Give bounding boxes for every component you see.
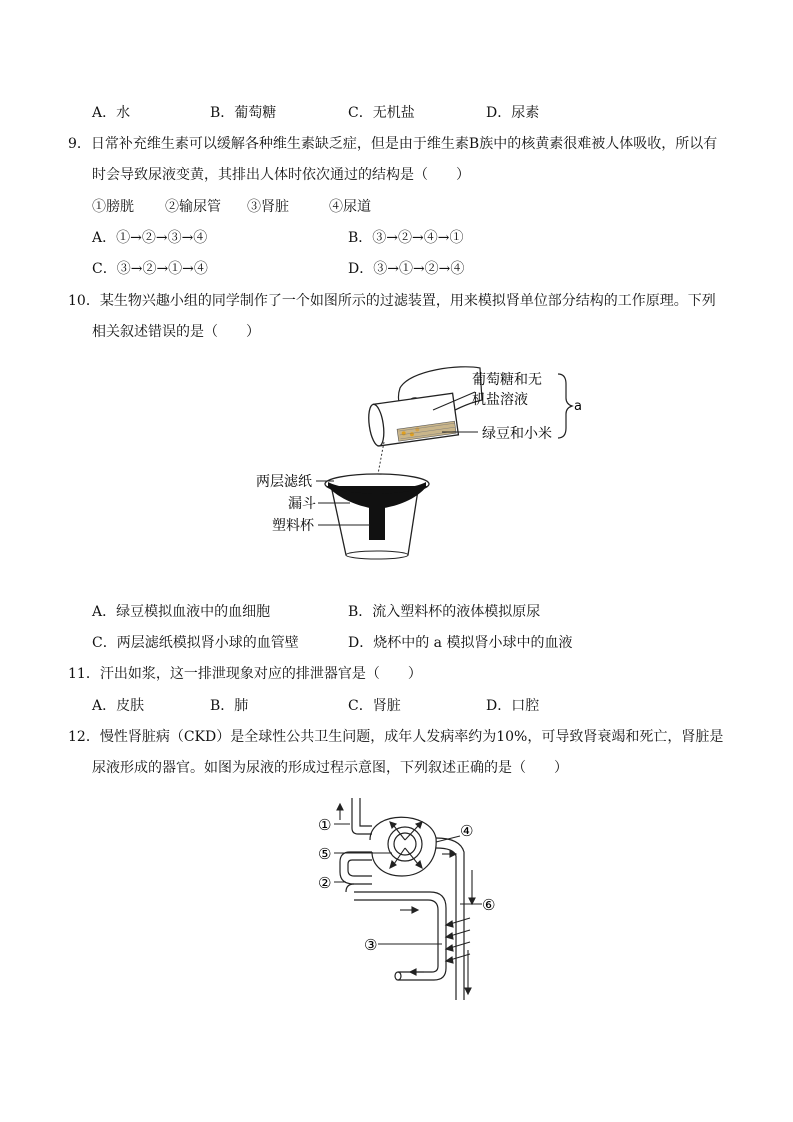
q10-option-b: B．流入塑料杯的液体模拟原尿 — [348, 604, 541, 620]
q9-item-3: ③肾脏 — [247, 199, 289, 215]
nephron-diagram-figure — [310, 790, 510, 1005]
q11-stem: 11．汗出如浆，这一排泄现象对应的排泄器官是（ ） — [68, 666, 422, 682]
q8-option-b: B．葡萄糖 — [210, 105, 277, 121]
q11-option-c: C．肾脏 — [348, 698, 401, 714]
label-3: ③ — [364, 936, 378, 954]
q11-option-a: A．皮肤 — [92, 698, 145, 714]
q11-option-d: D．口腔 — [486, 698, 540, 714]
q10-stem-line2: 相关叙述错误的是（ ） — [92, 324, 260, 340]
label-2: ② — [318, 874, 332, 892]
q10-option-a: A．绿豆模拟血液中的血细胞 — [92, 604, 271, 620]
q10-option-c: C．两层滤纸模拟肾小球的血管壁 — [92, 635, 299, 651]
q8-option-c: C．无机盐 — [348, 105, 415, 121]
q8-option-d: D．尿素 — [486, 105, 540, 121]
label-6: ⑥ — [482, 896, 496, 914]
label-glucose-salt-solution-1: 葡萄糖和无 — [472, 372, 542, 388]
q10-stem-line1: 10．某生物兴趣小组的同学制作了一个如图所示的过滤装置，用来模拟肾单位部分结构的工作原理。下列 — [68, 293, 716, 309]
q9-option-b: B．③→②→④→① — [348, 230, 464, 246]
brace-a — [558, 374, 572, 438]
q9-item-4: ④尿道 — [329, 199, 371, 215]
q9-stem-line2: 时会导致尿液变黄，其排出人体时依次通过的结构是（ ） — [92, 167, 470, 183]
label-5: ⑤ — [318, 845, 332, 863]
label-glucose-salt-solution-2: 机盐溶液 — [472, 392, 528, 408]
q12-stem-line1: 12．慢性肾脏病（CKD）是全球性公共卫生问题，成年人发病率约为10%，可导致肾衰竭和死亡，肾脏是 — [68, 729, 724, 745]
q9-option-d: D．③→①→②→④ — [348, 261, 465, 277]
label-beans-millet: 绿豆和小米 — [482, 426, 552, 442]
label-4: ④ — [460, 822, 474, 840]
q11-option-b: B．肺 — [210, 698, 249, 714]
label-1: ① — [318, 816, 332, 834]
q9-option-a: A．①→②→③→④ — [92, 230, 208, 246]
label-plastic-cup: 塑料杯 — [272, 518, 314, 534]
q9-stem-line1: 9．日常补充维生素可以缓解各种维生素缺乏症，但是由于维生素B族中的核黄素很难被人体吸收，所以有 — [68, 136, 718, 152]
funnel-cup-illustration — [325, 474, 429, 559]
q8-option-a: A．水 — [92, 105, 131, 121]
filter-apparatus-figure — [250, 360, 590, 565]
q12-stem-line2: 尿液形成的器官。如图为尿液的形成过程示意图，下列叙述正确的是（ ） — [92, 760, 568, 776]
label-two-layer-filter: 两层滤纸 — [256, 474, 312, 490]
q9-option-c: C．③→②→①→④ — [92, 261, 208, 277]
beaker-illustration — [366, 393, 458, 447]
q9-item-1: ①膀胱 — [92, 199, 134, 215]
label-funnel: 漏斗 — [288, 496, 316, 512]
q10-option-d: D．烧杯中的 a 模拟肾小球中的血液 — [348, 635, 573, 651]
q9-item-2: ②输尿管 — [165, 199, 221, 215]
label-a: a — [574, 399, 582, 414]
